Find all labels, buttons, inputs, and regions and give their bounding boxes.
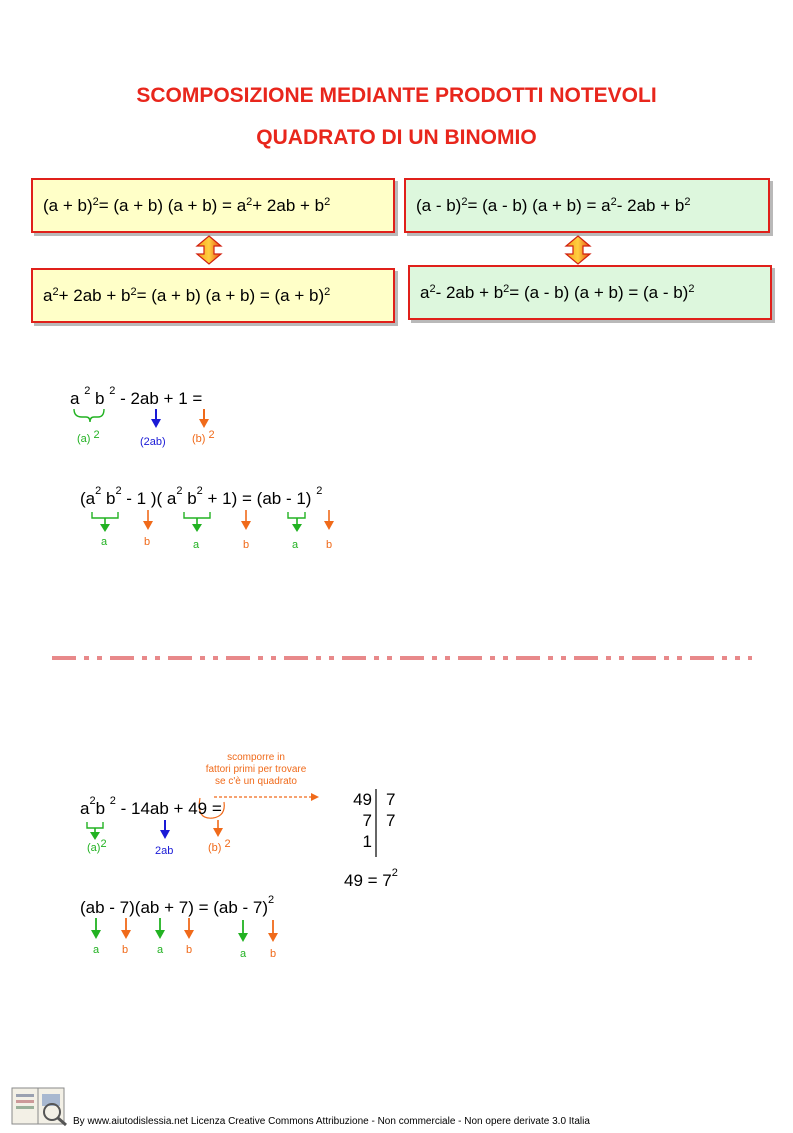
- factor-label-a: a: [292, 539, 299, 551]
- label-b-squared: (b) $^2$: [208, 838, 231, 854]
- label-a-squared: (a) $^2$: [77, 429, 100, 445]
- factor-label-b: b: [186, 944, 193, 956]
- label-b-squared: (b) $^2$: [192, 429, 215, 445]
- page-subtitle: QUADRATO DI UN BINOMIO: [256, 126, 537, 149]
- label-a-squared: $(a)^2$: [87, 838, 107, 854]
- factor-label-a: a: [101, 536, 108, 548]
- example-1-expression: a $^2$ b $^2$ - 2ab + 1 =: [70, 385, 203, 408]
- factor-markers-2: [87, 820, 223, 840]
- factor-label-b: b: [270, 948, 277, 960]
- result-49: $49 = 7^2$: [344, 867, 398, 890]
- label-2ab: 2ab: [155, 845, 174, 857]
- label-2ab: (2ab): [140, 436, 166, 448]
- example-2-factorization: (ab - 7)(ab + 7) = (ab - 7)$^2$: [80, 894, 275, 917]
- factor-label-a: a: [157, 944, 164, 956]
- down-arrow-icon: [199, 409, 209, 428]
- factor-markers-3: [91, 918, 278, 942]
- factor-label-b: b: [326, 539, 333, 551]
- factor-table-right: 7 7: [386, 790, 396, 830]
- factor-label-b: b: [144, 536, 151, 548]
- factor-table-left: 49 7 1: [353, 790, 372, 851]
- page-title: SCOMPOSIZIONE MEDIANTE PRODOTTI NOTEVOLI: [136, 84, 657, 107]
- factor-label-a: a: [240, 948, 247, 960]
- down-arrow-icon: [151, 409, 161, 428]
- factor-label-a: a: [93, 944, 100, 956]
- logo-icon: [12, 1088, 66, 1125]
- factor-markers-1: [92, 510, 334, 532]
- example-1-factorization: ($a^2$ $b^2 - 1$ )( $a^2$ $b^2 + 1) = (ab - 1)$ $^2$: [80, 485, 323, 508]
- bracket-a-squared: [74, 409, 104, 422]
- factor-label-b: b: [243, 539, 250, 551]
- formula-box-sum-factor: a $^2$ + 2ab + b $^2$ = (a + b) (a + b) = (a + b) $^2$: [31, 268, 395, 323]
- formula-box-diff-factor: a $^2$ - 2ab + b $^2$ = (a - b) (a + b) = (a - b) $^2$: [408, 265, 772, 320]
- factor-label-b: b: [122, 944, 129, 956]
- formula-box-diff-square: (a - b) $^2$ = (a - b) (a + b) = a $^2$ - 2ab + b $^2$: [404, 178, 770, 233]
- formula-box-sum-square: (a + b) $^2$ = (a + b) (a + b) = a $^2$ + 2ab + b $^2$: [31, 178, 395, 233]
- double-arrow-icon: [566, 236, 590, 264]
- example-2-expression: $a^2b$ $^2$ - 14ab + 49 =: [80, 795, 222, 818]
- prime-factor-note: scomporre in fattori primi per trovare se c'è un quadrato: [205, 752, 307, 787]
- double-arrow-icon: [197, 236, 221, 264]
- factor-label-a: a: [193, 539, 200, 551]
- footer-license: By www.aiutodislessia.net Licenza Creative Commons Attribuzione - Non commerciale - Non opere derivate 3.0 Italia: [73, 1116, 590, 1127]
